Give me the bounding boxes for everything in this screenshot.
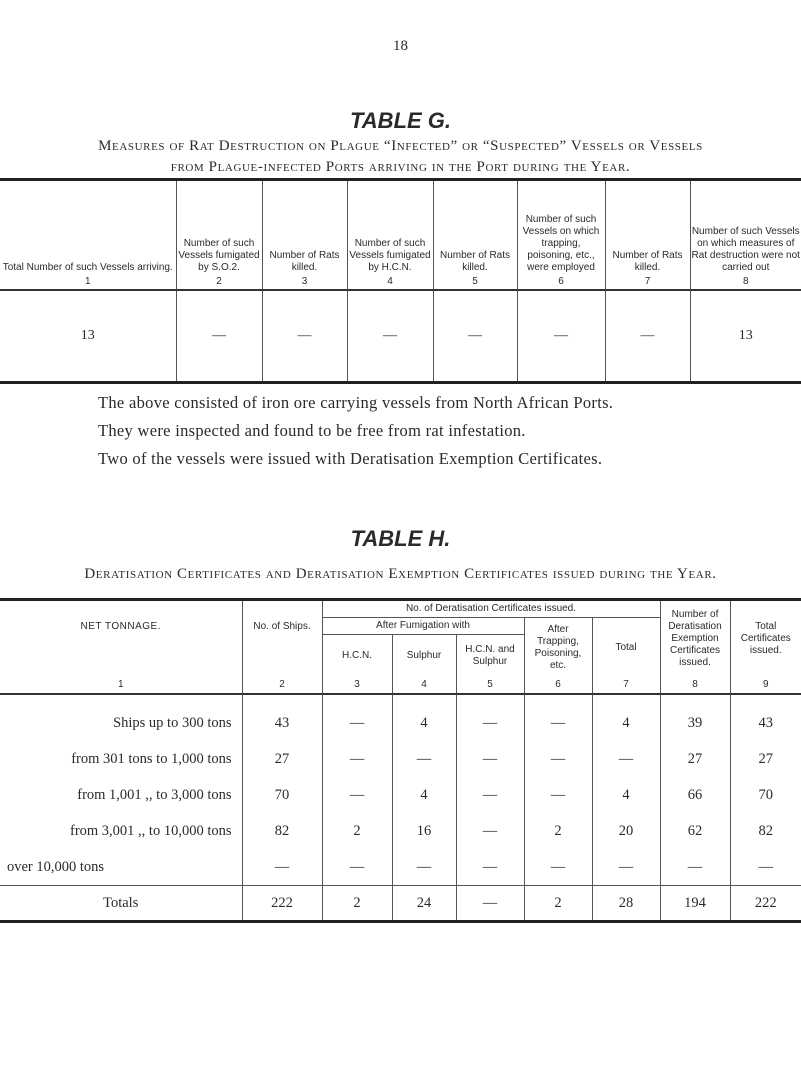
table-cell: 16 bbox=[392, 813, 456, 849]
totals-row bbox=[0, 886, 801, 922]
table-cell: 43 bbox=[730, 694, 801, 741]
table-cell: — bbox=[322, 849, 392, 886]
table-cell: — bbox=[433, 290, 517, 383]
row-label: over 10,000 tons bbox=[0, 849, 242, 886]
row-label: Ships up to 300 tons bbox=[0, 694, 242, 741]
table-cell: 2 bbox=[524, 813, 592, 849]
table-cell: 4 bbox=[592, 694, 660, 741]
table-g-col-header: Number of such Vessels fumigated by H.C.N. 4 bbox=[347, 180, 433, 291]
table-cell: 27 bbox=[242, 741, 322, 777]
total-header: Total bbox=[592, 618, 660, 678]
table-cell: 24 bbox=[392, 886, 456, 922]
column-number: 6 bbox=[524, 677, 592, 694]
table-cell: — bbox=[592, 849, 660, 886]
table-cell: — bbox=[517, 290, 605, 383]
table-h-header-row bbox=[0, 600, 801, 618]
table-cell: 222 bbox=[730, 886, 801, 922]
page-number: 18 bbox=[393, 38, 408, 54]
table-h-title: TABLE H. bbox=[350, 526, 451, 551]
table-h-caption: Deratisation Certificates and Deratisation Exemption Certificates issued during the Year. bbox=[84, 566, 717, 582]
hcn-sulphur-header: H.C.N. and Sulphur bbox=[456, 635, 524, 678]
table-cell: — bbox=[456, 849, 524, 886]
table-row bbox=[0, 290, 801, 383]
table-g-title: TABLE G. bbox=[349, 108, 452, 133]
table-cell: 2 bbox=[322, 813, 392, 849]
table-cell: — bbox=[456, 777, 524, 813]
table-cell: — bbox=[524, 694, 592, 741]
table-cell: — bbox=[176, 290, 262, 383]
derat-issued-header: No. of Deratisation Certificates issued. bbox=[322, 600, 660, 618]
table-h bbox=[0, 598, 801, 923]
table-g-caption-line1: Measures of Rat Destruction on Plague “Infected” or “Suspected” Vessels or Vessels bbox=[98, 138, 703, 154]
table-cell: 70 bbox=[242, 777, 322, 813]
table-cell: 194 bbox=[660, 886, 730, 922]
after-fumigation-header: After Fumigation with bbox=[322, 618, 524, 635]
table-cell: 2 bbox=[524, 886, 592, 922]
column-number: 2 bbox=[242, 677, 322, 694]
table-cell: 62 bbox=[660, 813, 730, 849]
row-label: from 301 tons to 1,000 tons bbox=[0, 741, 242, 777]
table-g-caption-line2: from Plague-infected Ports arriving in the Port during the Year. bbox=[170, 159, 631, 175]
table-cell: — bbox=[524, 849, 592, 886]
header-spacer bbox=[242, 635, 322, 678]
table-cell: 82 bbox=[242, 813, 322, 849]
table-cell: — bbox=[392, 741, 456, 777]
table-row bbox=[0, 694, 801, 741]
header-spacer bbox=[0, 635, 242, 678]
table-cell: — bbox=[524, 777, 592, 813]
column-number-row bbox=[0, 677, 801, 694]
net-tonnage-header: NET TONNAGE. bbox=[0, 600, 242, 635]
table-cell: 222 bbox=[242, 886, 322, 922]
table-cell: — bbox=[592, 741, 660, 777]
table-cell: 27 bbox=[660, 741, 730, 777]
table-g-col-header: Total Number of such Vessels arriving. 1 bbox=[0, 180, 176, 291]
sulphur-header: Sulphur bbox=[392, 635, 456, 678]
table-cell: 2 bbox=[322, 886, 392, 922]
column-number: 5 bbox=[456, 677, 524, 694]
table-g-col-header: Number of such Vessels on which trapping, poisoning, etc., were employed 6 bbox=[517, 180, 605, 291]
table-cell: — bbox=[322, 694, 392, 741]
table-row bbox=[0, 741, 801, 777]
table-cell: — bbox=[262, 290, 347, 383]
table-g-caption bbox=[0, 136, 801, 178]
table-cell: — bbox=[347, 290, 433, 383]
paragraph: The above consisted of iron ore carrying vessels from North African Ports. bbox=[98, 393, 614, 412]
table-cell: — bbox=[605, 290, 690, 383]
table-cell: 20 bbox=[592, 813, 660, 849]
row-label: from 3,001 ,, to 10,000 tons bbox=[0, 813, 242, 849]
table-g-col-header: Number of such Vessels fumigated by S.O.2. 2 bbox=[176, 180, 262, 291]
table-g-col-header: Number of Rats killed. 5 bbox=[433, 180, 517, 291]
table-row bbox=[0, 849, 801, 886]
table-cell: — bbox=[322, 777, 392, 813]
total-certs-header: Total Certificates issued. bbox=[730, 600, 801, 678]
table-cell: 82 bbox=[730, 813, 801, 849]
table-cell: — bbox=[456, 694, 524, 741]
column-number: 8 bbox=[660, 677, 730, 694]
paragraph: They were inspected and found to be free from rat infestation. bbox=[98, 421, 526, 440]
table-cell: — bbox=[242, 849, 322, 886]
table-g-header-row bbox=[0, 180, 801, 291]
table-row bbox=[0, 777, 801, 813]
table-cell: 13 bbox=[0, 290, 176, 383]
table-g-col-header: Number of such Vessels on which measures of Rat destruction were not carried out 8 bbox=[690, 180, 801, 291]
table-cell: 43 bbox=[242, 694, 322, 741]
table-cell: — bbox=[524, 741, 592, 777]
paragraph: Two of the vessels were issued with Deratisation Exemption Certificates. bbox=[98, 449, 603, 468]
table-cell: — bbox=[730, 849, 801, 886]
ships-header: No. of Ships. bbox=[242, 600, 322, 635]
after-trapping-header: After Trapping, Poisoning, etc. bbox=[524, 618, 592, 678]
column-number: 1 bbox=[0, 677, 242, 694]
table-g-col-header: Number of Rats killed. 7 bbox=[605, 180, 690, 291]
hcn-header: H.C.N. bbox=[322, 635, 392, 678]
table-g-col-header: Number of Rats killed. 3 bbox=[262, 180, 347, 291]
row-label: from 1,001 ,, to 3,000 tons bbox=[0, 777, 242, 813]
table-cell: — bbox=[456, 813, 524, 849]
table-cell: — bbox=[456, 886, 524, 922]
table-cell: 27 bbox=[730, 741, 801, 777]
table-cell: 13 bbox=[690, 290, 801, 383]
table-cell: 4 bbox=[392, 694, 456, 741]
table-cell: — bbox=[322, 741, 392, 777]
table-cell: — bbox=[392, 849, 456, 886]
column-number: 7 bbox=[592, 677, 660, 694]
table-cell: 70 bbox=[730, 777, 801, 813]
table-cell: 4 bbox=[392, 777, 456, 813]
table-cell: 28 bbox=[592, 886, 660, 922]
column-number: 3 bbox=[322, 677, 392, 694]
table-cell: — bbox=[456, 741, 524, 777]
table-cell: 66 bbox=[660, 777, 730, 813]
exemption-header: Number of Deratisation Exemption Certificates issued. bbox=[660, 600, 730, 678]
table-cell: 39 bbox=[660, 694, 730, 741]
table-cell: 4 bbox=[592, 777, 660, 813]
table-row bbox=[0, 813, 801, 849]
column-number: 4 bbox=[392, 677, 456, 694]
totals-label: Totals bbox=[0, 886, 242, 922]
table-g bbox=[0, 178, 801, 384]
table-cell: — bbox=[660, 849, 730, 886]
column-number: 9 bbox=[730, 677, 801, 694]
